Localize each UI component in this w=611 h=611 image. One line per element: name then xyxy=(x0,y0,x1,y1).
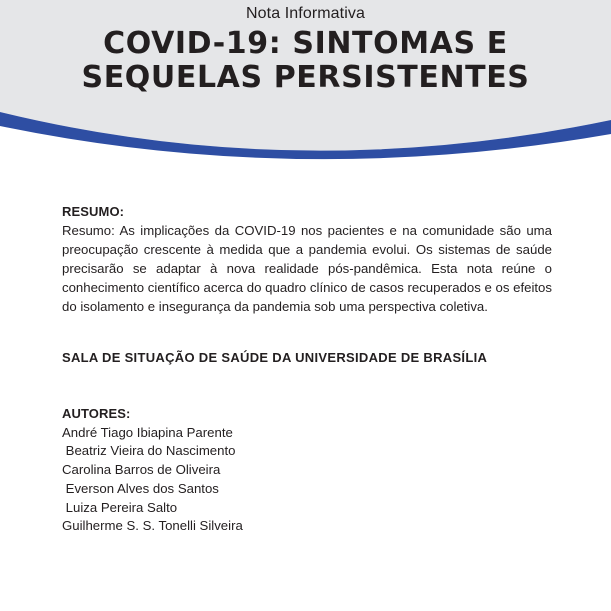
title-line-2: SEQUELAS PERSISTENTES xyxy=(81,60,530,95)
authors-label: AUTORES: xyxy=(62,406,131,421)
abstract-text: Resumo: As implicações da COVID-19 nos pacientes e na comunidade são uma preocupação crescente à medida que a pandemia evolui. Os sistemas de saúde precisarão se adaptar à nova realidade pós-pandêmica. Esta nota reúne o conhecimento científico acerca do quadro clínico de casos recuperados e os efeitos do isolamento e insegurança da pandemia sob uma perspectiva coletiva. xyxy=(62,223,552,314)
institution-name: SALA DE SITUAÇÃO DE SAÚDE DA UNIVERSIDADE DE BRASÍLIA xyxy=(62,350,488,365)
author-item: Beatriz Vieira do Nascimento xyxy=(62,443,236,459)
abstract-label: RESUMO: xyxy=(62,204,125,219)
author-item: Luiza Pereira Salto xyxy=(62,499,178,515)
author-item: Everson Alves dos Santos xyxy=(62,480,219,496)
abstract-section xyxy=(62,202,552,316)
authors-section xyxy=(62,405,243,536)
document-title xyxy=(0,27,611,95)
author-item: Guilherme S. S. Tonelli Silveira xyxy=(62,518,243,534)
author-item: Carolina Barros de Oliveira xyxy=(62,462,221,478)
author-item: André Tiago Ibiapina Parente xyxy=(62,424,233,440)
title-line-1: COVID-19: SINTOMAS E xyxy=(103,26,508,61)
document-type-label: Nota Informativa xyxy=(246,5,365,22)
